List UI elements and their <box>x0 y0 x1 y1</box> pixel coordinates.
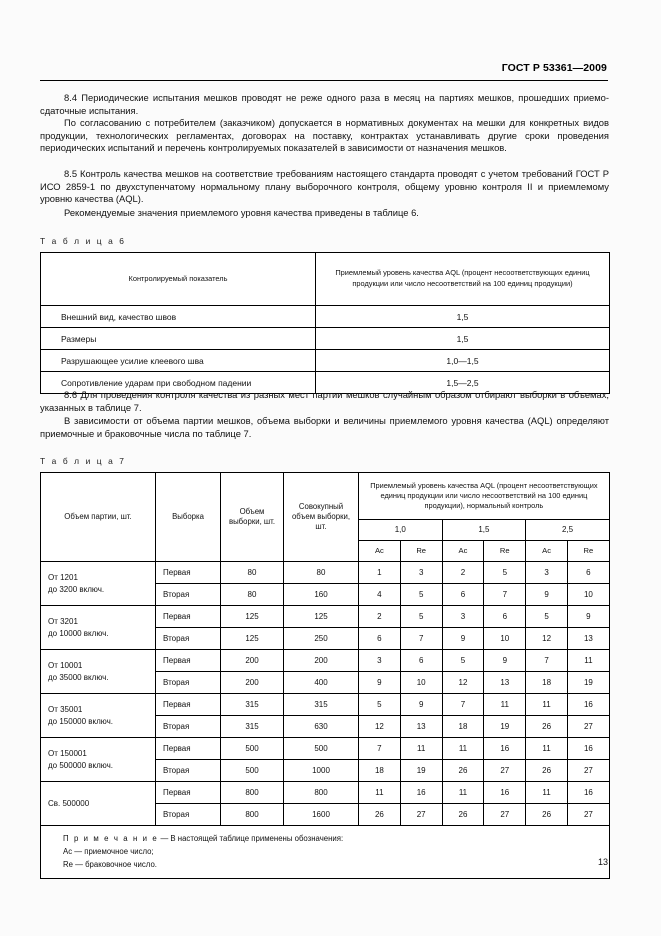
table-7-re-1-0: 13 <box>400 716 442 738</box>
table-7-lot-volume <box>41 650 156 694</box>
table-7-level-1-5: 1,5 <box>442 520 526 541</box>
table-7-header-sample: Выборка <box>156 473 221 562</box>
table-row <box>41 306 610 328</box>
table-7-ac-2-5: 9 <box>526 584 568 606</box>
paragraph-8-6b-block <box>40 415 609 440</box>
table-7-ac-1-0: 3 <box>359 650 401 672</box>
table-7-ac-1-0: 4 <box>359 584 401 606</box>
note-lead: П р и м е ч а н и е <box>63 834 159 843</box>
table-7-header-re: Re <box>400 541 442 562</box>
paragraph-recommended-block <box>40 207 609 220</box>
table-7-re-1-5: 19 <box>484 716 526 738</box>
table-7-lot-volume <box>41 562 156 606</box>
table-7-re-1-0: 10 <box>400 672 442 694</box>
table-7-re-1-0: 16 <box>400 782 442 804</box>
table-7-ac-1-5: 12 <box>442 672 484 694</box>
lot-line-2: до 35000 включ. <box>48 672 109 682</box>
table-7-re-1-0: 7 <box>400 628 442 650</box>
lot-line-1: От 150001 <box>48 749 87 758</box>
table-7-re-2-5: 9 <box>567 606 609 628</box>
table-7-re-2-5: 13 <box>567 628 609 650</box>
table-7-re-1-5: 5 <box>484 562 526 584</box>
paragraph-8-5-block <box>40 168 609 206</box>
table-7-ac-2-5: 18 <box>526 672 568 694</box>
table-row <box>41 350 610 372</box>
table-7-re-2-5: 27 <box>567 760 609 782</box>
lot-line-2: до 150000 включ. <box>48 716 113 726</box>
lot-line-2: до 3200 включ. <box>48 584 105 594</box>
table-7-re-1-5: 10 <box>484 628 526 650</box>
table-7-sample-volume: 80 <box>221 584 284 606</box>
table-7-sample: Первая <box>156 650 221 672</box>
table-row <box>41 473 610 520</box>
table-7-ac-2-5: 26 <box>526 804 568 826</box>
table-7-sample: Первая <box>156 606 221 628</box>
lot-line-1: От 1201 <box>48 573 78 582</box>
table-7-ac-2-5: 12 <box>526 628 568 650</box>
paragraph-8-4-block <box>40 92 609 155</box>
table-7-re-1-0: 5 <box>400 606 442 628</box>
table-7-ac-1-5: 5 <box>442 650 484 672</box>
table-row <box>41 253 610 306</box>
table-row <box>41 650 610 672</box>
table-7-header-cumulative-volume: Совокупный объем выборки, шт. <box>284 473 359 562</box>
table-7-sample: Вторая <box>156 716 221 738</box>
table-7-sample-volume: 800 <box>221 782 284 804</box>
table-7-cumulative: 400 <box>284 672 359 694</box>
table-7-re-1-5: 9 <box>484 650 526 672</box>
table-7-re-1-5: 16 <box>484 738 526 760</box>
table-row <box>41 606 610 628</box>
table-7-sample: Первая <box>156 782 221 804</box>
table-7-ac-2-5: 11 <box>526 738 568 760</box>
table-7-sample: Первая <box>156 562 221 584</box>
table-7-cumulative: 125 <box>284 606 359 628</box>
table-7-cumulative: 250 <box>284 628 359 650</box>
table-7-ac-1-5: 9 <box>442 628 484 650</box>
table-7-lot-volume <box>41 738 156 782</box>
note-line-2: Ac — приемочное число; <box>63 847 154 856</box>
table-7-sample: Вторая <box>156 760 221 782</box>
table-7-ac-1-5: 11 <box>442 738 484 760</box>
table-7-re-2-5: 16 <box>567 694 609 716</box>
table-7-cumulative: 500 <box>284 738 359 760</box>
table-7-sample: Вторая <box>156 804 221 826</box>
table-7-ac-1-0: 9 <box>359 672 401 694</box>
table-7-ac-2-5: 5 <box>526 606 568 628</box>
table-7-cumulative: 1000 <box>284 760 359 782</box>
table-7-re-1-0: 9 <box>400 694 442 716</box>
table-7-header-ac: Ac <box>526 541 568 562</box>
table-7-level-2-5: 2,5 <box>526 520 610 541</box>
table-7-ac-2-5: 11 <box>526 782 568 804</box>
table-7-lot-volume <box>41 782 156 826</box>
table-7-ac-1-5: 7 <box>442 694 484 716</box>
table-7-re-2-5: 19 <box>567 672 609 694</box>
table-7-sample-volume: 315 <box>221 716 284 738</box>
table-7-header-ac: Ac <box>359 541 401 562</box>
table-7-ac-1-5: 11 <box>442 782 484 804</box>
table-7-header-ac: Ac <box>442 541 484 562</box>
table-6-indicator: Размеры <box>41 328 316 350</box>
table-row <box>41 562 610 584</box>
table-7-ac-1-0: 2 <box>359 606 401 628</box>
table-7-note <box>41 826 610 879</box>
table-7-ac-1-0: 26 <box>359 804 401 826</box>
table-7-cumulative: 160 <box>284 584 359 606</box>
table-7-ac-1-5: 18 <box>442 716 484 738</box>
table-7-sample-volume: 80 <box>221 562 284 584</box>
table-6-aql: 1,0—1,5 <box>316 350 610 372</box>
table-7-re-2-5: 16 <box>567 782 609 804</box>
table-7-level-1-0: 1,0 <box>359 520 443 541</box>
table-7-lot-volume <box>41 694 156 738</box>
table-7-re-1-5: 11 <box>484 694 526 716</box>
table-6-aql: 1,5 <box>316 328 610 350</box>
table-7-sample-volume: 125 <box>221 628 284 650</box>
table-7-ac-1-0: 1 <box>359 562 401 584</box>
table-7-re-1-5: 27 <box>484 804 526 826</box>
table-7-ac-2-5: 26 <box>526 760 568 782</box>
table-7-cumulative: 630 <box>284 716 359 738</box>
table-7-re-1-0: 11 <box>400 738 442 760</box>
table-7-re-1-0: 6 <box>400 650 442 672</box>
table-7-sample-volume: 200 <box>221 650 284 672</box>
table-6 <box>40 252 610 394</box>
table-7-sample: Вторая <box>156 584 221 606</box>
table-7-sample-volume: 800 <box>221 804 284 826</box>
table-7-ac-1-0: 7 <box>359 738 401 760</box>
table-7-ac-1-0: 6 <box>359 628 401 650</box>
note-line-3: Re — браковочное число. <box>63 860 157 869</box>
table-7-sample: Вторая <box>156 628 221 650</box>
table-7-re-1-0: 3 <box>400 562 442 584</box>
table-6-indicator: Сопротивление ударам при свободном падении <box>41 372 316 394</box>
table-7-re-2-5: 27 <box>567 716 609 738</box>
table-7-ac-1-5: 3 <box>442 606 484 628</box>
table-7-re-2-5: 27 <box>567 804 609 826</box>
paragraph-8-6b: В зависимости от объема партии мешков, объема выборки и величины приемлемого уровня качества (AQL) определяют приемочные и браковочные числа по таблице 7. <box>40 415 609 439</box>
table-7-lot-volume <box>41 606 156 650</box>
table-6-aql: 1,5 <box>316 306 610 328</box>
table-7 <box>40 472 610 879</box>
table-7-sample-volume: 500 <box>221 760 284 782</box>
table-7-ac-1-5: 6 <box>442 584 484 606</box>
table-6-header-indicator: Контролируемый показатель <box>41 253 316 306</box>
table-7-header-lot-volume: Объем партии, шт. <box>41 473 156 562</box>
table-7-re-2-5: 16 <box>567 738 609 760</box>
paragraph-8-5: 8.5 Контроль качества мешков на соответствие требованиям настоящего стандарта проводят с учетом требований ГОСТ Р ИСО 2859-1 по двухступенчатому нормальному плану выборочного контроля, общему уровню контроля II и приемлемому уровню качества (AQL). <box>40 168 609 205</box>
table-7-header-re: Re <box>567 541 609 562</box>
table-7-re-1-0: 27 <box>400 804 442 826</box>
table-7-re-1-5: 7 <box>484 584 526 606</box>
table-row <box>41 328 610 350</box>
table-row <box>41 826 610 879</box>
table-7-ac-1-5: 2 <box>442 562 484 584</box>
table-7-sample: Вторая <box>156 672 221 694</box>
table-row <box>41 694 610 716</box>
table-7-cumulative: 315 <box>284 694 359 716</box>
table-row <box>41 782 610 804</box>
table-7-cumulative: 1600 <box>284 804 359 826</box>
standard-header: ГОСТ Р 53361—2009 <box>501 62 607 74</box>
note-line-1: — В настоящей таблице применены обозначения: <box>158 834 344 843</box>
page-number: 13 <box>597 857 608 867</box>
lot-line-2: до 10000 включ. <box>48 628 109 638</box>
table-7-sample: Первая <box>156 694 221 716</box>
table-7-sample-volume: 125 <box>221 606 284 628</box>
table-7-sample-volume: 500 <box>221 738 284 760</box>
lot-line-1: От 35001 <box>48 705 83 714</box>
table-6-header-aql: Приемлемый уровень качества AQL (процент несоответствующих единиц продукции или число несоответствий на 100 единиц продукции) <box>316 253 610 306</box>
paragraph-8-6-block <box>40 389 609 414</box>
table-7-re-1-5: 16 <box>484 782 526 804</box>
table-6-indicator: Разрушающее усилие клеевого шва <box>41 350 316 372</box>
table-7-caption: Т а б л и ц а 7 <box>40 456 127 466</box>
table-7-ac-2-5: 26 <box>526 716 568 738</box>
table-7-re-1-5: 27 <box>484 760 526 782</box>
table-7-sample-volume: 315 <box>221 694 284 716</box>
table-7-re-2-5: 10 <box>567 584 609 606</box>
table-7-re-1-5: 6 <box>484 606 526 628</box>
table-7-sample-volume: 200 <box>221 672 284 694</box>
lot-line-2: до 500000 включ. <box>48 760 113 770</box>
paragraph-8-6: 8.6 Для проведения контроля качества из разных мест партии мешков случайным образом отбирают выборки в объемах, указанных в таблице 7. <box>40 389 609 413</box>
table-7-ac-1-0: 11 <box>359 782 401 804</box>
table-7-ac-2-5: 7 <box>526 650 568 672</box>
lot-line-1: От 10001 <box>48 661 83 670</box>
lot-line-1: От 3201 <box>48 617 78 626</box>
table-7-re-1-0: 5 <box>400 584 442 606</box>
table-7-sample: Первая <box>156 738 221 760</box>
paragraph-8-4: 8.4 Периодические испытания мешков проводят не реже одного раза в месяц на партиях мешков, прошедших приемо-сдаточные испытания. <box>40 92 609 116</box>
header-rule <box>40 80 608 81</box>
table-7-ac-1-0: 18 <box>359 760 401 782</box>
table-7-ac-1-5: 26 <box>442 760 484 782</box>
table-7-ac-1-0: 12 <box>359 716 401 738</box>
table-7-cumulative: 200 <box>284 650 359 672</box>
table-6-caption: Т а б л и ц а 6 <box>40 236 127 246</box>
lot-line-1: Св. 500000 <box>48 798 90 808</box>
table-7-cumulative: 80 <box>284 562 359 584</box>
table-7-header-re: Re <box>484 541 526 562</box>
table-7-header-sample-volume: Объем выборки, шт. <box>221 473 284 562</box>
table-7-re-2-5: 6 <box>567 562 609 584</box>
table-7-ac-1-5: 26 <box>442 804 484 826</box>
table-7-header-aql-title: Приемлемый уровень качества AQL (процент несоответствующих единиц продукции или число несоответствий на 100 единиц продукции), нормальный контроль <box>359 473 610 520</box>
table-7-ac-1-0: 5 <box>359 694 401 716</box>
table-6-indicator: Внешний вид, качество швов <box>41 306 316 328</box>
table-7-re-1-5: 13 <box>484 672 526 694</box>
table-7-cumulative: 800 <box>284 782 359 804</box>
table-7-ac-2-5: 11 <box>526 694 568 716</box>
paragraph-recommended: Рекомендуемые значения приемлемого уровня качества приведены в таблице 6. <box>64 207 419 218</box>
table-7-ac-2-5: 3 <box>526 562 568 584</box>
paragraph-8-4b: По согласованию с потребителем (заказчиком) допускается в нормативных документах на мешки для конкретных видов продукции, технологических регламентах, договорах на поставку, контрактах устанавливать другие сроки проведения периодических испытаний и перечень контролируемых показателей в зависимости от назначения мешков. <box>40 117 609 154</box>
table-7-re-2-5: 11 <box>567 650 609 672</box>
table-6-aql: 1,5—2,5 <box>316 372 610 394</box>
table-row <box>41 738 610 760</box>
table-7-re-1-0: 19 <box>400 760 442 782</box>
